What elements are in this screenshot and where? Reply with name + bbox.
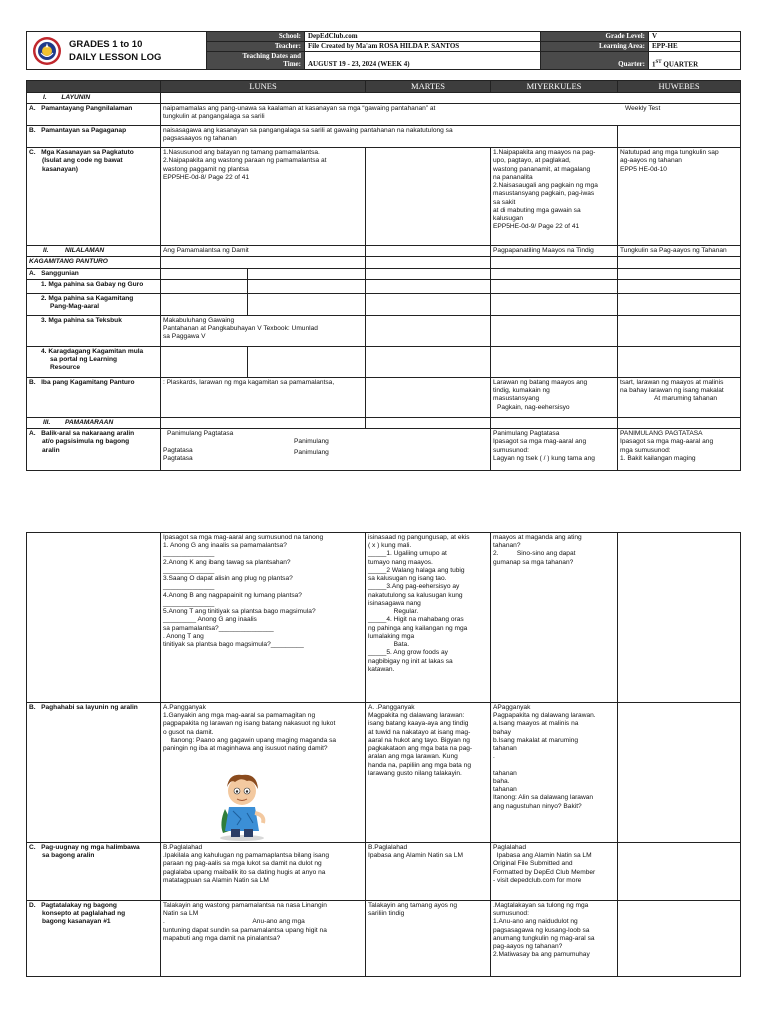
pagtatalakay-label: D. Pagtatalakay ng bagong konsepto at paglalahad ng bagong kasanayan #1 bbox=[27, 901, 161, 977]
nilalaman-mon: Ang Pamamalantsa ng Damit bbox=[161, 246, 366, 257]
teksbuk-label: 3. Mga pahina sa Teksbuk bbox=[27, 315, 161, 346]
title-dll: DAILY LESSON LOG bbox=[69, 51, 162, 63]
header-table bbox=[26, 31, 741, 70]
iba-pang-label: B. Iba pang Kagamitang Panturo bbox=[27, 377, 161, 417]
title-grades: GRADES 1 to 10 bbox=[69, 39, 143, 50]
area-label: Learning Area: bbox=[541, 42, 649, 52]
iba-pang-thu: tsart, larawan ng maayos at malinis na bahay larawan ng isang makalat At maruming tahanan bbox=[618, 377, 741, 417]
p2-d-mon: Talakayin ang wastong pamamalantsa na nasa Linangin Natin sa LM . Anu-ano ang mga tuntuning dapat sundin sa pamamalantsa upang higit na mapabuti ang mga damit na pinalantsa? bbox=[161, 901, 366, 977]
deped-seal-icon bbox=[32, 36, 62, 66]
balik-aral-thu: PANIMULANG PAGTATASA Ipasagot sa mga mag-aaral ang mga sumusunod: 1. Bakit kailangan maging bbox=[618, 429, 741, 471]
iba-pang-wed: Larawan ng batang maayos ang tindig, kumakain ng masustansyang Pagkain, nag-eehersisyo bbox=[491, 377, 618, 417]
row-a-label: A. Pamantayang Pangnilalaman bbox=[27, 104, 161, 126]
gabay-label: 1. Mga pahina sa Gabay ng Guro bbox=[27, 279, 161, 293]
p2-b-mon: A.Pangganyak 1.Ganyakin ang mga mag-aaral sa pamamagitan ng pagpapakita ng larawan ng isang batang nakasuot ng lukot o gusot na damit. Itanong: Paano ang gagawin upang maging maganda sa paningin ng iba at maginhawa ang isusuot nating damit? bbox=[161, 703, 366, 843]
school-value: DepEdClub.com bbox=[305, 32, 541, 42]
teksbuk-mon: Makabuluhang Gawaing Pantahanan at Pangkabuhayan V Texbook: Umunlad sa Paggawa V bbox=[161, 315, 366, 346]
p2-c-thu: Paglalahad Ipabasa ang Alamin Natin sa LM Original File Submitted and Formatted by DepEd Club Member - visit depedclub.com for more bbox=[491, 843, 618, 901]
row-c-mon: 1.Nasusunod ang batayan ng tamang pamamalantsa. 2.Naipapakita ang wastong paraan ng pamamalantsa at wastong paggamit ng plantsa EPP5HE-0d-8/ Page 22 of 41 bbox=[161, 148, 366, 246]
section-layunin: I. LAYUNIN bbox=[27, 93, 161, 104]
row-b-content: naisasagawa ang kasanayan sa pangangalaga sa sarili at gawaing pantahanan na nakatutulong sa pagsasaayos ng tahanan bbox=[161, 126, 618, 148]
lesson-table-1 bbox=[26, 80, 741, 471]
iba-pang-mon: : Plaskards, larawan ng mga kagamitan sa pamamalantsa, bbox=[161, 377, 366, 417]
p2-c-wed: B.Paglalahad Ipabasa ang Alamin Natin sa LM bbox=[366, 843, 491, 901]
dates-value: AUGUST 19 - 23, 2024 (WEEK 4) bbox=[305, 52, 541, 70]
section-kagamitan: KAGAMITANG PANTURO bbox=[27, 257, 161, 268]
grade-value: V bbox=[649, 32, 741, 42]
quarter-label: Quarter: bbox=[541, 52, 649, 70]
day-martes: MARTES bbox=[366, 81, 491, 93]
p2-a-thu: maayos at maganda ang ating tahanan? 2. Sino-sino ang dapat gumanap sa mga tahanan? bbox=[491, 533, 618, 703]
weekly-test: Weekly Test bbox=[625, 105, 661, 113]
dates-label: Teaching Dates and Time: bbox=[207, 52, 305, 70]
kagamitang-label: 2. Mga pahina sa Kagamitang Pang-Mag-aaral bbox=[27, 293, 161, 315]
teacher-value: File Created by Ma'am ROSA HILDA P. SANTOS bbox=[305, 42, 541, 52]
row-b-label: B. Pamantayan sa Pagaganap bbox=[27, 126, 161, 148]
row-c-wed: 1.Naipapakita ang maayos na pag- upo, pagtayo, at paglakad, wastong pananamit, at magalang na pananalita 2.Naisasaugali ang pagkain ng mga masustansyang pagkain, pag-iwas sa sakit at di mabuting mga gawain sa kalusugan EPP5HE-0d-9/ Page 22 of 41 bbox=[491, 148, 618, 246]
balik-aral-label: A. Balik-aral sa nakaraang aralin at/o pagsisimula ng bagong aralin bbox=[27, 429, 161, 471]
p2-d-wed: Talakayin ang tamang ayos ng sariliin tindig bbox=[366, 901, 491, 977]
section-pamamaraan: III. PAMAMARAAN bbox=[27, 417, 161, 428]
teacher-label: Teacher: bbox=[207, 42, 305, 52]
quarter-value: 1ST QUARTER bbox=[649, 52, 741, 70]
p2-d-thu: .Magtalakayan sa tulong ng mga sumusunod: 1.Anu-ano ang naidudulot ng pagsasagawa ng kusang-loob sa anumang tungkulin ng mag-aral sa pag-aayos ng tahanan? 2.Matiwasay ba ang pamumuhay bbox=[491, 901, 618, 977]
balik-aral-wed: Panimulang Pagtatasa Ipasagot sa mga mag-aaral ang sumusunod: Lagyan ng tsek ( / ) kung tama ang bbox=[491, 429, 618, 471]
section-nilalaman: II. NILALAMAN bbox=[27, 246, 161, 257]
day-lunes: LUNES bbox=[161, 81, 366, 93]
day-miyerkules: MIYERKULES bbox=[491, 81, 618, 93]
nilalaman-thu: Tungkulin sa Pag-aayos ng Tahanan bbox=[618, 246, 741, 257]
area-value: EPP-HE bbox=[649, 42, 741, 52]
karagdagang-label: 4. Karagdagang Kagamitan mula sa portal ng Learning Resource bbox=[27, 346, 161, 377]
nilalaman-wed: Pagpapanatiling Maayos na Tindig bbox=[491, 246, 618, 257]
grade-label: Grade Level: bbox=[541, 32, 649, 42]
row-c-label: C. Mga Kasanayan sa Pagkatuto (Isulat ang code ng bawat kasanayan) bbox=[27, 148, 161, 246]
lesson-table-2 bbox=[26, 532, 741, 977]
balik-aral-mon: Panimulang Pagtatasa Panimulang Pagtatasa Panimulang Pagtatasa bbox=[161, 429, 491, 471]
pag-uugnay-label: C. Pag-uugnay ng mga halimbawa sa bagong aralin bbox=[27, 843, 161, 901]
day-huwebes: HUWEBES bbox=[618, 81, 741, 93]
title-block bbox=[27, 32, 207, 70]
row-c-thu: Natutupad ang mga tungkulin sap ag-aayos ng tahanan EPP5 HE-0d-10 bbox=[618, 148, 741, 246]
p2-b-wed: A. .Pangganyak Magpakita ng dalawang larawan: isang batang kaaya-aya ang tindig at tuwid na nakatayo at isang mag- aaral na hukot ang tayo. Bigyan ng pagkakataon ang mga bata na pag- aralan ang mga larawan. Kung handa na, papiliin ang mga bata ng larawang gusto nilang talakayin. bbox=[366, 703, 491, 843]
p2-c-mon: B.Paglalahad .Ipakilala ang kahulugan ng pamamaplantsa bilang isang paraan ng pag-aalis sa mga lukot sa damit na dulot ng paglalaba upang maibalik ito sa dating hugis at anyo na matatagpuan sa Alamin Natin sa LM bbox=[161, 843, 366, 901]
corner-cell bbox=[27, 81, 161, 93]
paghahabi-label: B. Paghahabi sa layunin ng aralin bbox=[27, 703, 161, 843]
school-label: School: bbox=[207, 32, 305, 42]
p2-a-mon: Ipasagot sa mga mag-aaral ang sumusunod na tanong 1. Anong G ang inaalis sa pamamalantsa? ______________ 2.Anong K ang ibang tawag sa plantsahan? ______________ 3.Saang O dapat alisin ang plug ng plantsa? ______________ 4.Anong B ang nagpapainit ng lumang plantsa? ______________ 5.Anong T ang tinitiyak sa plantsa bago magsimula? _________ Anong G ang inaalis sa pamamalantsa?_______________ . Anong T ang tinitiyak sa plantsa bago magsimula?_________ bbox=[161, 533, 366, 703]
p2-a-wed: isinasaad ng pangungusap, at ekis ( x ) kung mali. _____1. Ugaliing umupo at tumayo nang maayos. _____2 Walang halaga ang tubig sa kalusugan ng isang tao. _____3.Ang pag-eehersisyo ay nakatutulong sa kalusugan kung isinasagawa nang Regular. _____4. Higit na mahabang oras ng pahinga ang kailangan ng mga lumalaking mga Bata. _____5. Ang grow foods ay nagbibigay ng init at lakas sa katawan. bbox=[366, 533, 491, 703]
row-a-content: naipamamalas ang pang-unawa sa kaalaman at kasanayan sa mga “gawaing pantahanan” at tungkulin at pangangalaga sa sarili Weekly Test bbox=[161, 104, 741, 126]
boy-wrinkled-clothes-icon bbox=[211, 767, 273, 841]
sanggunian-label: A. Sanggunian bbox=[27, 268, 161, 279]
p2-b-thu: APagganyak Pagpapakita ng dalawang larawan. a.Isang maayos at malinis na bahay b.Isang makalat at maruming tahanan . tahanan baha. tahanan Itanong: Alin sa dalawang larawan ang nagustuhan ninyo? Bakit? bbox=[491, 703, 618, 843]
